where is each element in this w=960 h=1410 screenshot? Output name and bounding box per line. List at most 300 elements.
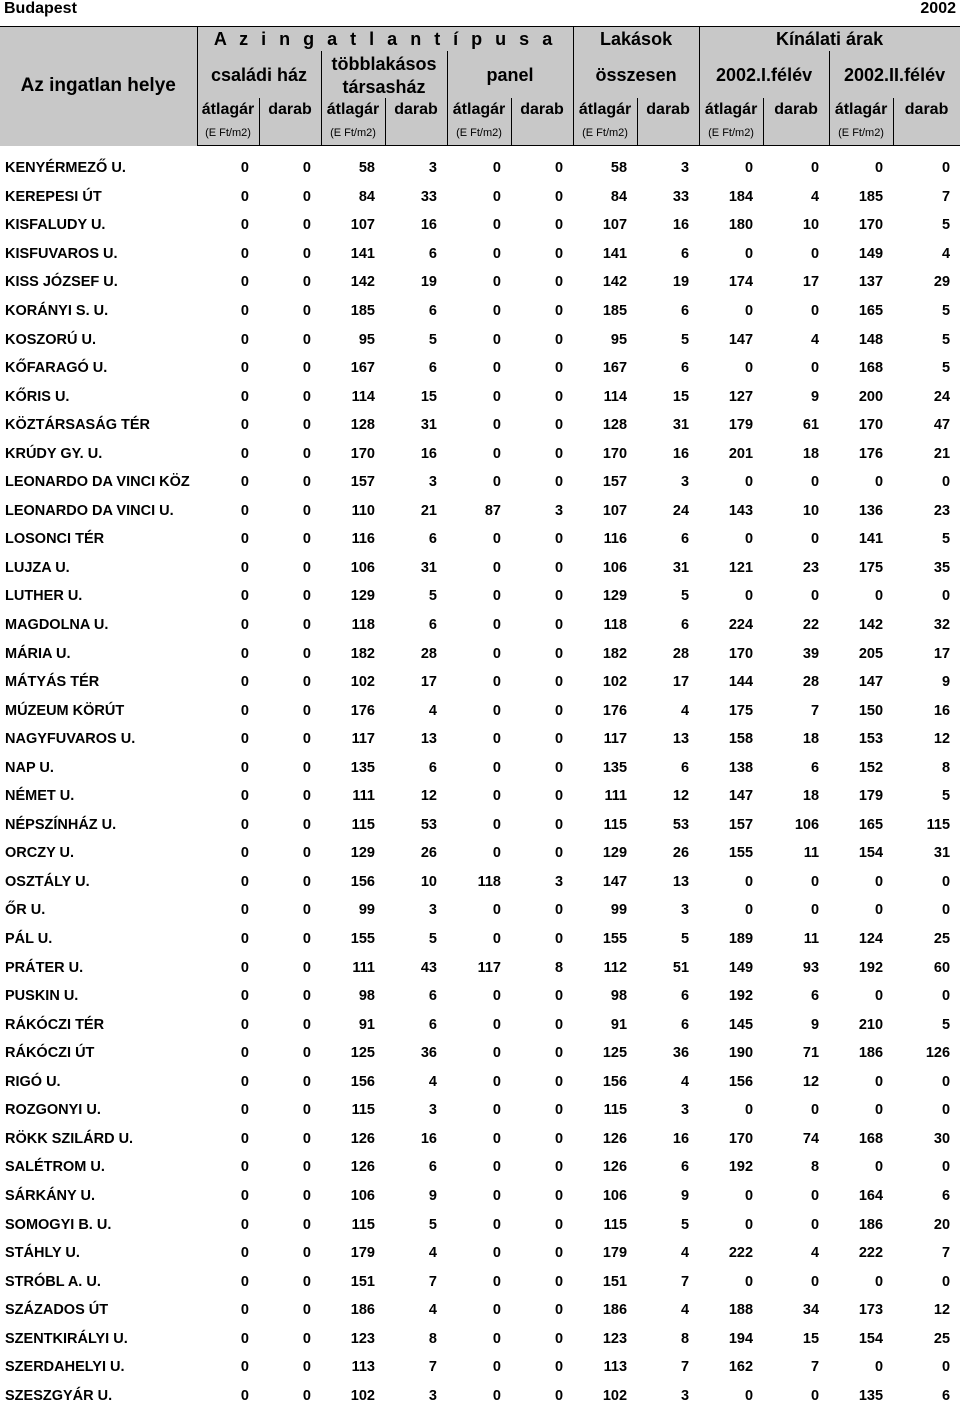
cell-location: MÁRIA U. <box>0 639 197 668</box>
table-row <box>0 497 960 526</box>
cell-offer1-avg: 192 <box>699 982 763 1011</box>
cell-total-count: 5 <box>637 582 699 611</box>
cell-total-avg: 185 <box>573 297 637 326</box>
cell-offer2-avg: 141 <box>829 525 893 554</box>
cell-offer1-count: 9 <box>763 1010 829 1039</box>
cell-offer2-count: 60 <box>893 953 960 982</box>
cell-offer1-count: 11 <box>763 839 829 868</box>
cell-panel-count: 0 <box>511 1068 573 1097</box>
cell-total-avg: 182 <box>573 639 637 668</box>
cell-location: ROZGONYI U. <box>0 1096 197 1125</box>
cell-offer1-avg: 175 <box>699 696 763 725</box>
unit-label: (E Ft/m2) <box>321 122 385 146</box>
cell-offer1-avg: 201 <box>699 439 763 468</box>
cell-panel-count: 0 <box>511 146 573 183</box>
cell-panel-count: 0 <box>511 297 573 326</box>
cell-offer1-count: 28 <box>763 668 829 697</box>
cell-panel-count: 0 <box>511 725 573 754</box>
cell-offer2-avg: 0 <box>829 868 893 897</box>
cell-offer2-count: 0 <box>893 1153 960 1182</box>
cell-total-avg: 147 <box>573 868 637 897</box>
cell-total-avg: 186 <box>573 1296 637 1325</box>
cell-family-avg: 0 <box>197 554 259 583</box>
cell-offer2-avg: 0 <box>829 468 893 497</box>
cell-family-avg: 0 <box>197 811 259 840</box>
cell-total-avg: 129 <box>573 582 637 611</box>
cell-family-avg: 0 <box>197 696 259 725</box>
cell-offer1-count: 23 <box>763 554 829 583</box>
cell-offer2-count: 0 <box>893 896 960 925</box>
cell-offer1-avg: 0 <box>699 297 763 326</box>
cell-block-avg: 156 <box>321 1068 385 1097</box>
cell-offer1-avg: 0 <box>699 525 763 554</box>
cell-block-avg: 114 <box>321 382 385 411</box>
cell-offer1-avg: 0 <box>699 1267 763 1296</box>
cell-family-count: 0 <box>259 582 321 611</box>
cell-offer2-avg: 136 <box>829 497 893 526</box>
cell-offer2-count: 32 <box>893 611 960 640</box>
cell-total-count: 15 <box>637 382 699 411</box>
cell-family-avg: 0 <box>197 183 259 212</box>
cell-total-avg: 115 <box>573 1096 637 1125</box>
cell-location: RIGÓ U. <box>0 1068 197 1097</box>
cell-offer1-count: 0 <box>763 297 829 326</box>
table-row <box>0 1382 960 1410</box>
unit-label: (E Ft/m2) <box>699 122 763 146</box>
cell-family-count: 0 <box>259 297 321 326</box>
cell-family-avg: 0 <box>197 1296 259 1325</box>
cell-offer2-count: 16 <box>893 696 960 725</box>
cell-location: KORÁNYI S. U. <box>0 297 197 326</box>
table-row <box>0 1125 960 1154</box>
cell-total-avg: 167 <box>573 354 637 383</box>
cell-total-avg: 126 <box>573 1153 637 1182</box>
cell-family-avg: 0 <box>197 297 259 326</box>
cell-block-count: 10 <box>385 868 447 897</box>
cell-offer1-avg: 222 <box>699 1239 763 1268</box>
cell-panel-count: 0 <box>511 582 573 611</box>
cell-block-avg: 118 <box>321 611 385 640</box>
cell-total-avg: 170 <box>573 439 637 468</box>
cell-panel-count: 0 <box>511 1296 573 1325</box>
cell-family-count: 0 <box>259 1210 321 1239</box>
cell-offer1-count: 61 <box>763 411 829 440</box>
cell-total-avg: 116 <box>573 525 637 554</box>
cell-offer1-count: 0 <box>763 1210 829 1239</box>
cell-block-avg: 157 <box>321 468 385 497</box>
cell-block-avg: 123 <box>321 1324 385 1353</box>
cell-panel-avg: 0 <box>447 297 511 326</box>
cell-total-count: 5 <box>637 925 699 954</box>
cell-family-avg: 0 <box>197 1125 259 1154</box>
cell-block-count: 6 <box>385 753 447 782</box>
cell-block-count: 5 <box>385 925 447 954</box>
metric-avg-header: átlagár <box>829 98 893 122</box>
cell-total-count: 36 <box>637 1039 699 1068</box>
cell-offer2-count: 6 <box>893 1382 960 1410</box>
cell-location: RÁKÓCZI ÚT <box>0 1039 197 1068</box>
cell-family-avg: 0 <box>197 1239 259 1268</box>
unit-spacer <box>511 122 573 146</box>
cell-offer2-count: 25 <box>893 1324 960 1353</box>
cell-family-avg: 0 <box>197 1068 259 1097</box>
cell-block-count: 7 <box>385 1353 447 1382</box>
cell-block-avg: 128 <box>321 411 385 440</box>
table-row <box>0 146 960 183</box>
cell-family-count: 0 <box>259 1068 321 1097</box>
cell-panel-avg: 0 <box>447 1010 511 1039</box>
table-row <box>0 382 960 411</box>
cell-family-avg: 0 <box>197 668 259 697</box>
cell-total-count: 4 <box>637 1296 699 1325</box>
cell-offer2-avg: 176 <box>829 439 893 468</box>
cell-family-count: 0 <box>259 725 321 754</box>
cell-total-count: 3 <box>637 1382 699 1410</box>
cell-panel-count: 0 <box>511 268 573 297</box>
cell-total-count: 53 <box>637 811 699 840</box>
cell-location: SZÁZADOS ÚT <box>0 1296 197 1325</box>
cell-total-count: 6 <box>637 525 699 554</box>
cell-total-count: 6 <box>637 1153 699 1182</box>
cell-total-count: 16 <box>637 211 699 240</box>
cell-family-avg: 0 <box>197 925 259 954</box>
table-row <box>0 468 960 497</box>
cell-block-count: 15 <box>385 382 447 411</box>
cell-family-avg: 0 <box>197 1324 259 1353</box>
cell-total-avg: 107 <box>573 497 637 526</box>
offer-period-1: 2002.I.félév <box>699 51 829 98</box>
cell-offer1-avg: 121 <box>699 554 763 583</box>
cell-offer2-avg: 0 <box>829 896 893 925</box>
cell-offer1-avg: 138 <box>699 753 763 782</box>
cell-block-count: 53 <box>385 811 447 840</box>
table-row <box>0 582 960 611</box>
table-row <box>0 839 960 868</box>
cell-family-count: 0 <box>259 382 321 411</box>
metric-count-header: darab <box>259 98 321 122</box>
table-body <box>0 146 960 1410</box>
cell-block-count: 16 <box>385 211 447 240</box>
cell-offer1-count: 0 <box>763 1267 829 1296</box>
cell-family-count: 0 <box>259 268 321 297</box>
cell-total-count: 9 <box>637 1182 699 1211</box>
table-row <box>0 896 960 925</box>
cell-total-avg: 91 <box>573 1010 637 1039</box>
cell-total-count: 31 <box>637 554 699 583</box>
cell-location: SZERDAHELYI U. <box>0 1353 197 1382</box>
cell-offer1-count: 0 <box>763 468 829 497</box>
cell-offer2-count: 6 <box>893 1182 960 1211</box>
cell-panel-count: 0 <box>511 468 573 497</box>
cell-panel-count: 0 <box>511 611 573 640</box>
cell-offer1-avg: 0 <box>699 240 763 269</box>
cell-offer2-avg: 200 <box>829 382 893 411</box>
cell-family-avg: 0 <box>197 1353 259 1382</box>
cell-family-avg: 0 <box>197 1039 259 1068</box>
cell-total-count: 24 <box>637 497 699 526</box>
cell-family-avg: 0 <box>197 953 259 982</box>
cell-location: RÖKK SZILÁRD U. <box>0 1125 197 1154</box>
cell-offer2-avg: 149 <box>829 240 893 269</box>
cell-total-count: 13 <box>637 725 699 754</box>
cell-panel-count: 3 <box>511 868 573 897</box>
cell-location: PUSKIN U. <box>0 982 197 1011</box>
cell-panel-avg: 0 <box>447 1068 511 1097</box>
cell-block-count: 19 <box>385 268 447 297</box>
cell-family-avg: 0 <box>197 725 259 754</box>
cell-offer2-count: 31 <box>893 839 960 868</box>
cell-block-avg: 95 <box>321 325 385 354</box>
cell-offer1-avg: 158 <box>699 725 763 754</box>
cell-block-count: 4 <box>385 696 447 725</box>
cell-family-count: 0 <box>259 953 321 982</box>
cell-block-count: 9 <box>385 1182 447 1211</box>
table-row <box>0 183 960 212</box>
type-apartment-block: többlakásos <box>321 51 447 76</box>
cell-offer2-count: 0 <box>893 868 960 897</box>
cell-offer1-count: 12 <box>763 1068 829 1097</box>
cell-total-count: 33 <box>637 183 699 212</box>
cell-panel-avg: 0 <box>447 1153 511 1182</box>
cell-offer1-avg: 0 <box>699 1182 763 1211</box>
cell-total-count: 6 <box>637 611 699 640</box>
cell-panel-avg: 0 <box>447 1182 511 1211</box>
cell-panel-count: 0 <box>511 211 573 240</box>
cell-location: ŐR U. <box>0 896 197 925</box>
cell-location: MÚZEUM KÖRÚT <box>0 696 197 725</box>
cell-panel-avg: 0 <box>447 146 511 183</box>
table-row <box>0 325 960 354</box>
cell-offer2-count: 0 <box>893 582 960 611</box>
cell-panel-count: 0 <box>511 325 573 354</box>
cell-offer1-avg: 0 <box>699 1210 763 1239</box>
cell-total-avg: 107 <box>573 211 637 240</box>
cell-offer1-count: 4 <box>763 1239 829 1268</box>
cell-panel-count: 0 <box>511 1153 573 1182</box>
cell-total-count: 31 <box>637 411 699 440</box>
cell-panel-count: 0 <box>511 1324 573 1353</box>
cell-block-avg: 111 <box>321 953 385 982</box>
cell-block-avg: 155 <box>321 925 385 954</box>
cell-family-avg: 0 <box>197 240 259 269</box>
cell-offer1-avg: 156 <box>699 1068 763 1097</box>
cell-family-count: 0 <box>259 696 321 725</box>
cell-family-avg: 0 <box>197 782 259 811</box>
table-row <box>0 1010 960 1039</box>
cell-total-avg: 99 <box>573 896 637 925</box>
cell-family-avg: 0 <box>197 1210 259 1239</box>
cell-total-count: 6 <box>637 982 699 1011</box>
unit-label: (E Ft/m2) <box>573 122 637 146</box>
cell-location: NAP U. <box>0 753 197 782</box>
cell-panel-count: 0 <box>511 354 573 383</box>
cell-panel-count: 0 <box>511 1182 573 1211</box>
cell-location: ORCZY U. <box>0 839 197 868</box>
cell-block-avg: 142 <box>321 268 385 297</box>
city-title: Budapest <box>4 0 77 18</box>
cell-panel-avg: 0 <box>447 354 511 383</box>
cell-family-count: 0 <box>259 896 321 925</box>
cell-offer2-avg: 192 <box>829 953 893 982</box>
unit-label: (E Ft/m2) <box>829 122 893 146</box>
cell-block-count: 5 <box>385 1210 447 1239</box>
unit-spacer <box>385 122 447 146</box>
cell-total-count: 8 <box>637 1324 699 1353</box>
cell-block-avg: 141 <box>321 240 385 269</box>
cell-total-avg: 176 <box>573 696 637 725</box>
cell-panel-avg: 0 <box>447 1324 511 1353</box>
cell-offer1-count: 18 <box>763 782 829 811</box>
cell-panel-avg: 0 <box>447 211 511 240</box>
cell-offer2-avg: 0 <box>829 1267 893 1296</box>
cell-block-avg: 91 <box>321 1010 385 1039</box>
cell-family-count: 0 <box>259 1125 321 1154</box>
cell-total-avg: 125 <box>573 1039 637 1068</box>
cell-location: STRÓBL A. U. <box>0 1267 197 1296</box>
price-table <box>0 26 960 1410</box>
table-row <box>0 1353 960 1382</box>
cell-offer1-avg: 157 <box>699 811 763 840</box>
cell-offer2-count: 9 <box>893 668 960 697</box>
table-row <box>0 611 960 640</box>
table-row <box>0 525 960 554</box>
cell-offer1-count: 0 <box>763 354 829 383</box>
cell-offer2-avg: 168 <box>829 1125 893 1154</box>
metric-count-header: darab <box>637 98 699 122</box>
cell-offer2-avg: 168 <box>829 354 893 383</box>
cell-location: RÁKÓCZI TÉR <box>0 1010 197 1039</box>
cell-location: KOSZORÚ U. <box>0 325 197 354</box>
cell-offer2-count: 0 <box>893 1353 960 1382</box>
cell-family-count: 0 <box>259 668 321 697</box>
cell-offer1-count: 6 <box>763 753 829 782</box>
cell-location: KENYÉRMEZŐ U. <box>0 146 197 183</box>
cell-total-avg: 118 <box>573 611 637 640</box>
cell-block-count: 6 <box>385 240 447 269</box>
cell-panel-count: 0 <box>511 1210 573 1239</box>
table-row <box>0 668 960 697</box>
cell-offer2-count: 0 <box>893 1096 960 1125</box>
cell-block-avg: 106 <box>321 554 385 583</box>
cell-block-avg: 115 <box>321 811 385 840</box>
year-title: 2002 <box>920 0 956 18</box>
cell-offer2-count: 35 <box>893 554 960 583</box>
cell-block-count: 3 <box>385 146 447 183</box>
cell-offer2-avg: 210 <box>829 1010 893 1039</box>
cell-total-count: 3 <box>637 468 699 497</box>
cell-total-count: 28 <box>637 639 699 668</box>
cell-offer2-avg: 153 <box>829 725 893 754</box>
cell-total-count: 6 <box>637 240 699 269</box>
cell-panel-count: 0 <box>511 811 573 840</box>
cell-offer1-count: 0 <box>763 582 829 611</box>
cell-offer2-avg: 170 <box>829 411 893 440</box>
metric-count-header: darab <box>763 98 829 122</box>
cell-offer2-avg: 0 <box>829 1068 893 1097</box>
cell-total-avg: 106 <box>573 554 637 583</box>
cell-offer1-count: 4 <box>763 183 829 212</box>
cell-offer2-avg: 150 <box>829 696 893 725</box>
cell-block-count: 16 <box>385 439 447 468</box>
cell-offer1-count: 0 <box>763 1382 829 1410</box>
cell-panel-count: 0 <box>511 382 573 411</box>
cell-location: LEONARDO DA VINCI U. <box>0 497 197 526</box>
cell-total-avg: 129 <box>573 839 637 868</box>
cell-total-avg: 157 <box>573 468 637 497</box>
cell-offer2-avg: 173 <box>829 1296 893 1325</box>
cell-total-avg: 123 <box>573 1324 637 1353</box>
table-row <box>0 782 960 811</box>
cell-offer1-count: 34 <box>763 1296 829 1325</box>
cell-offer2-count: 12 <box>893 1296 960 1325</box>
cell-panel-count: 0 <box>511 554 573 583</box>
table-row <box>0 1182 960 1211</box>
cell-block-count: 7 <box>385 1267 447 1296</box>
cell-location: KÖZTÁRSASÁG TÉR <box>0 411 197 440</box>
cell-total-count: 26 <box>637 839 699 868</box>
cell-block-avg: 115 <box>321 1210 385 1239</box>
cell-family-count: 0 <box>259 1182 321 1211</box>
cell-panel-avg: 0 <box>447 725 511 754</box>
cell-panel-count: 0 <box>511 639 573 668</box>
cell-panel-avg: 118 <box>447 868 511 897</box>
metric-avg-header: átlagár <box>197 98 259 122</box>
cell-total-avg: 151 <box>573 1267 637 1296</box>
total-sub-header: összesen <box>573 51 699 98</box>
cell-block-avg: 182 <box>321 639 385 668</box>
cell-block-count: 3 <box>385 468 447 497</box>
cell-offer2-count: 25 <box>893 925 960 954</box>
cell-block-avg: 151 <box>321 1267 385 1296</box>
cell-total-avg: 102 <box>573 668 637 697</box>
table-row <box>0 1210 960 1239</box>
cell-family-count: 0 <box>259 1382 321 1410</box>
cell-family-count: 0 <box>259 240 321 269</box>
cell-family-avg: 0 <box>197 582 259 611</box>
cell-offer1-avg: 188 <box>699 1296 763 1325</box>
cell-block-avg: 125 <box>321 1039 385 1068</box>
cell-offer2-count: 5 <box>893 525 960 554</box>
cell-offer1-avg: 174 <box>699 268 763 297</box>
cell-offer2-count: 5 <box>893 354 960 383</box>
cell-offer2-avg: 0 <box>829 1153 893 1182</box>
cell-block-count: 4 <box>385 1239 447 1268</box>
location-header: Az ingatlan helye <box>0 27 197 146</box>
cell-total-count: 7 <box>637 1353 699 1382</box>
cell-panel-avg: 0 <box>447 439 511 468</box>
cell-block-avg: 186 <box>321 1296 385 1325</box>
unit-spacer <box>637 122 699 146</box>
cell-offer1-avg: 170 <box>699 1125 763 1154</box>
cell-block-avg: 185 <box>321 297 385 326</box>
cell-panel-count: 0 <box>511 925 573 954</box>
cell-family-count: 0 <box>259 325 321 354</box>
cell-offer1-count: 4 <box>763 325 829 354</box>
cell-location: SOMOGYI B. U. <box>0 1210 197 1239</box>
cell-location: STÁHLY U. <box>0 1239 197 1268</box>
cell-block-count: 6 <box>385 611 447 640</box>
cell-family-avg: 0 <box>197 839 259 868</box>
cell-total-avg: 156 <box>573 1068 637 1097</box>
cell-total-count: 4 <box>637 696 699 725</box>
cell-total-avg: 102 <box>573 1382 637 1410</box>
cell-offer1-avg: 0 <box>699 868 763 897</box>
cell-total-avg: 111 <box>573 782 637 811</box>
table-row <box>0 953 960 982</box>
cell-total-avg: 141 <box>573 240 637 269</box>
cell-panel-avg: 0 <box>447 1382 511 1410</box>
offer-header: Kínálati árak <box>699 27 960 52</box>
